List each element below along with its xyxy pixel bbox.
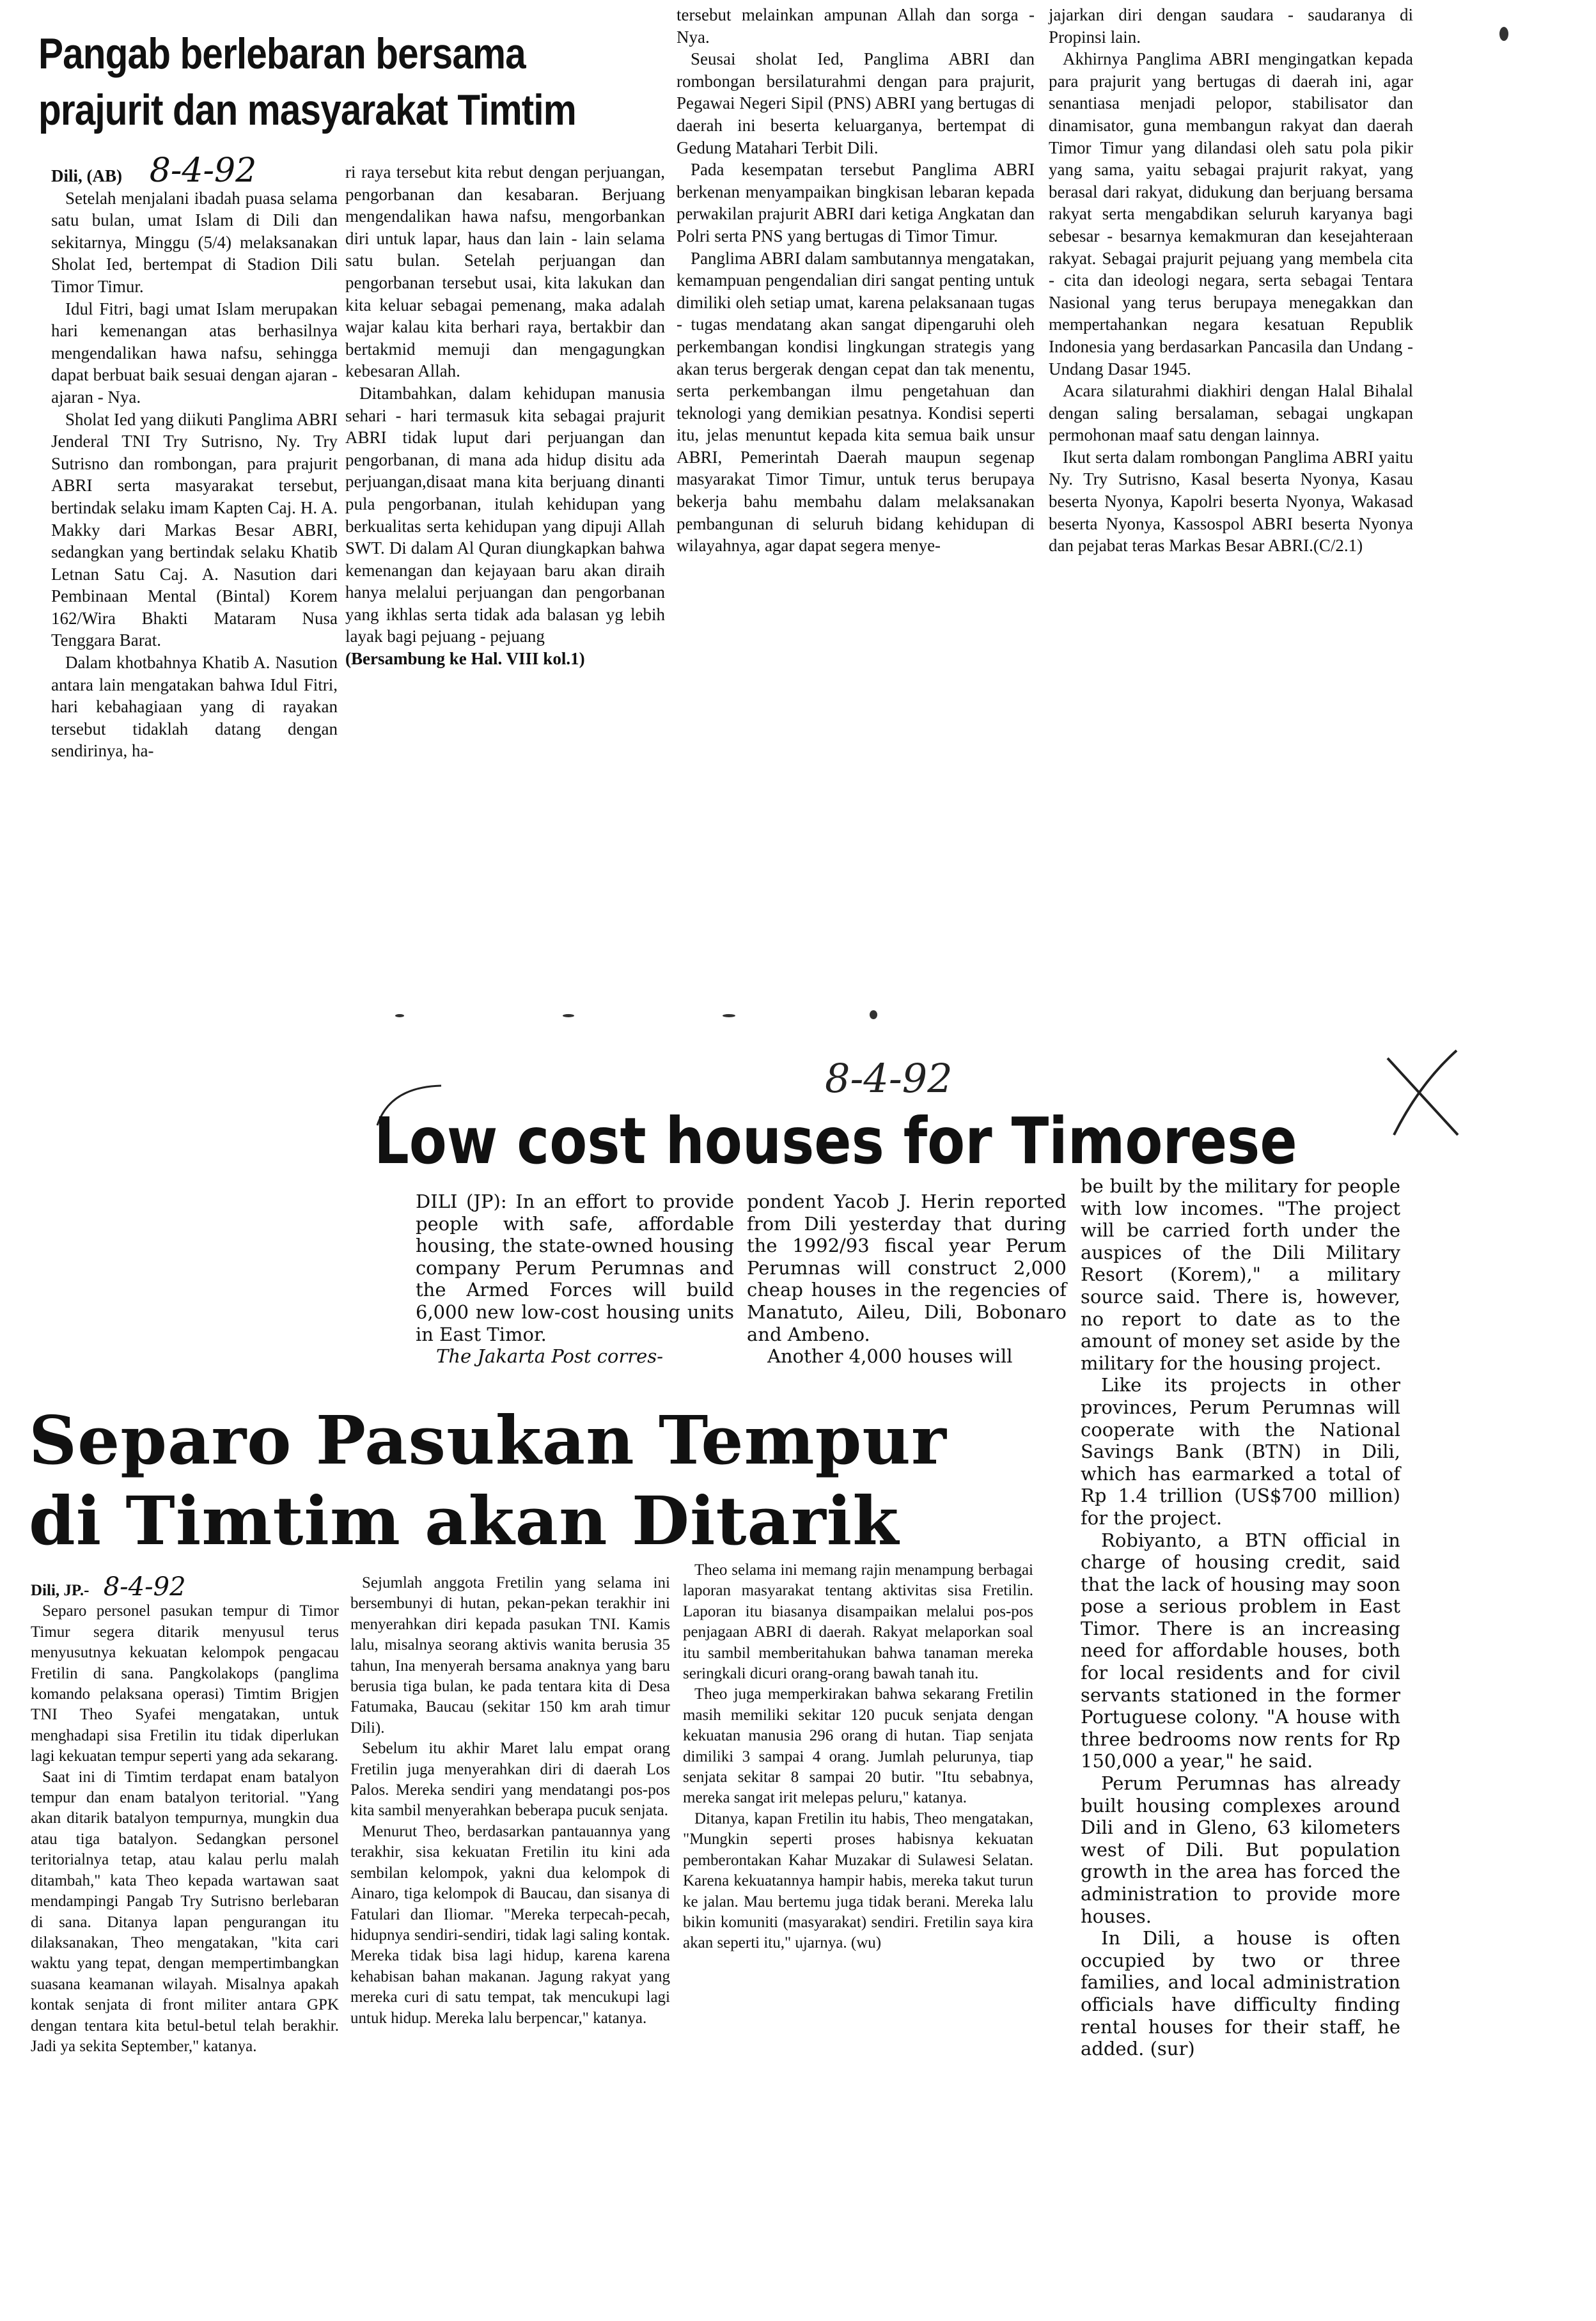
article1-col4-p1: jajarkan diri dengan saudara - saudaranya di Propinsi lain. — [1049, 5, 1413, 47]
article2-headline: Low cost houses for Timorese — [374, 1104, 1297, 1178]
article1-col3-p2: Seusai sholat Ied, Panglima ABRI dan rombongan bersilaturahmi dengan para prajurit, Pegawai Negeri Sipil (PNS) ABRI yang bertugas di daerah ini beserta keluarganya, bertempat di Gedung Matahari Terbit Dili. — [677, 49, 1035, 157]
article2-col2-p2: Another 4,000 houses will — [767, 1345, 1013, 1368]
handwritten-cross-mark-icon — [1375, 1045, 1471, 1141]
article2-col1-p2: The Jakarta Post corres- — [436, 1345, 664, 1368]
article1-col2-p1: ri raya tersebut kita rebut dengan perjuangan, pengorbanan dan kesabaran. Berjuang mengendalikan hawa nafsu, mengorbankan diri untuk lapar, haus dan lain - lain selama satu bulan. Setelah perjuangan dan pengorbanan tersebut usai, kita lakukan dan kita keluar sebagai pemenang, maka adalah wajar kalau kita berhari raya, bertakbir dan bertakmid memuji dan mengagungkan kebesaran Allah. — [345, 162, 665, 381]
article3-headline-line2: di Timtim akan Ditarik — [29, 1481, 900, 1560]
scan-speck — [395, 1014, 404, 1017]
article1-col3-p3: Pada kesempatan tersebut Panglima ABRI berkenan menyampaikan bingkisan lebaran kepada perwakilan prajurit ABRI dari ketiga Angkatan dan Polri serta PNS yang bertugas di Timor Timur. — [677, 160, 1035, 246]
article3-col2-p1: Sejumlah anggota Fretilin yang selama ini bersembunyi di hutan, pekan-pekan terakhir ini menyerahkan diri kepada pasukan TNI. Kamis lalu, misalnya seorang aktivis wanita berusia 35 tahun, Ina menyerah bersama anaknya yang baru berusia tiga bulan, ke pada tentara kita di Desa Fatumaka, Baucau (sekitar 150 km arah timur Dili). — [350, 1574, 670, 1737]
scan-speck — [870, 1010, 877, 1019]
scan-speck — [723, 1014, 735, 1017]
article3-column-1 — [31, 1572, 339, 2057]
article1-dateline: Dili, (AB) — [51, 166, 122, 185]
article1-column-4 — [1049, 4, 1413, 557]
article1-column-3 — [677, 4, 1035, 557]
article2-col3-p3: Robiyanto, a BTN official in charge of housing credit, said that the lack of housing may soon pose a serious problem in East Timor. There is an increasing need for affordable houses, both for local residents and for civil servants stationed in the former Portuguese colony. "A house with three bedrooms now rents for Rp 150,000 a year," he said. — [1081, 1529, 1400, 1772]
article1-col4-p4: Ikut serta dalam rombongan Panglima ABRI yaitu Ny. Try Sutrisno, Kasal beserta Nyonya, Kasau beserta Nyonya, Kapolri beserta Nyonya, Wakasad beserta Nyonya, Kassospol ABRI beserta Nyonya dan pejabat teras Markas Besar ABRI.(C/2.1) — [1049, 447, 1413, 556]
article1-col1-p4: Dalam khotbahnya Khatib A. Nasution antara lain mengatakan bahwa Idul Fitri, hari kebahagiaan yang di rayakan tersebut tidaklah datang dengan sendirinya, ha- — [51, 653, 338, 761]
article1-col4-p2: Akhirnya Panglima ABRI mengingatkan kepada para prajurit yang bertugas di daerah ini, agar senantiasa menjadi pelopor, stabilisator dan dinamisator, guna membangun rakyat dan daerah Timor Timur yang dilandasi oleh satu pola pikir yang sama, yaitu sebagai prajurit rakyat, yang berasal dari rakyat, didukung dan berjuang bersama rakyat serta mengabdikan seluruh karyanya bagi sebesar - besarnya kemakmuran dan kesejahteraan rakyat. Sebagai prajurit pejuang yang membela cita - cita dan ideologi negara, serta sebagai Tentara Nasional yang terus berupaya menegakkan dan mempertahankan negara kesatuan Republik Indonesia yang berdasarkan Pancasila dan Undang - Undang Dasar 1945. — [1049, 49, 1413, 379]
article1-continued-note: (Bersambung ke Hal. VIII kol.1) — [345, 649, 585, 669]
article2-column-2 — [747, 1191, 1067, 1368]
article2-handwritten-date: 8-4-92 — [825, 1055, 953, 1102]
article3-headline — [29, 1400, 1026, 1561]
article2-col2-p1: pondent Yacob J. Herin reported from Dili yesterday that during the 1992/93 fiscal year Perum Perumnas will construct 2,000 cheap houses in the regencies of Manatuto, Aileu, Dili, Bobonaro and Ambeno. — [747, 1191, 1067, 1345]
article3-headline-line1: Separo Pasukan Tempur — [29, 1401, 947, 1480]
article3-col1-p2: Saat ini di Timtim terdapat enam batalyon tempur dan enam batalyon teritorial. "Yang akan ditarik batalyon tempurnya, mungkin dua atau tiga batalyon. Sedangkan personel teritorialnya tetap, atau kalau perlu malah ditambah," kata Theo kepada wartawan saat mendampingi Pangab Try Sutrisno berlebaran di sana. Ditanya lapan pengurangan itu dilaksanakan, Theo mengatakan, "kita cari waktu yang tepat, dengan mempertimbangkan suasana keamanan wilayah. Misalnya apakah kontak senjata di front militer antara GPK dengan tentara kita betul-betul telah berakhir. Jadi ya sekita September," katanya. — [31, 1768, 339, 2055]
article2-col3-p4: Perum Perumnas has already built housing complexes around Dili and in Gleno, 63 kilometers west of Dili. But population growth in the area has forced the administration to provide more houses. — [1081, 1772, 1400, 1927]
article3-dateline: Dili, JP.- — [31, 1582, 90, 1599]
scan-speck — [563, 1014, 574, 1017]
article3-col1-p1: Separo personel pasukan tempur di Timor Timur segera ditarik menyusul terus menyusutnya kekuatan kelompok pengacau Fretilin di sana. Pangkolakops (panglima komando pelaksana operasi) Timtim Brigjen TNI Theo Syafei mengatakan, untuk menghadapi sisa Fretilin itu tidak diperlukan lagi kekuatan tempur seperti yang ada sekarang. — [31, 1602, 339, 1765]
article3-col3-p3: Ditanya, kapan Fretilin itu habis, Theo mengatakan, "Mungkin seperti proses habisnya kekuatan pemberontakan Kahar Muzakar di Sulawesi Selatan. Karena kekuatannya hampir habis, mereka takut turun ke jalan. Mau bertemu juga tidak berani. Mereka lalu bikin komuniti (masyarakat) sendiri. Fretilin saya kira akan seperti itu," ujarnya. (wu) — [683, 1809, 1033, 1952]
article1-col3-p4: Panglima ABRI dalam sambutannya mengatakan, kemampuan pengendalian diri sangat penting untuk dimiliki oleh setiap umat, karena pelaksanaan tugas - tugas mendatang akan sangat dipengaruhi oleh perkembangan kondisi lingkungan strategis yang akan terus bergerak dengan cepat dan tak menentu, serta perkembangan ilmu pengetahuan dan teknologi yang demikian pesatnya. Kondisi seperti itu, jelas menuntut kepada kita semua baik unsur ABRI, Pemerintah Daerah maupun segenap masyarakat Timor Timur, untuk terus berupaya bekerja bahu membahu dalam melaksanakan pembangunan di seluruh bidang kehidupan di wilayahnya, agar dapat segera menye- — [677, 248, 1035, 556]
article3-column-2 — [350, 1573, 670, 2029]
article1-col4-p3: Acara silaturahmi diakhiri dengan Halal Bihalal dengan saling bersalaman, sebagai ungkapan permohonan maaf satu dengan lainnya. — [1049, 381, 1413, 445]
article1-col1-p1: Setelah menjalani ibadah puasa selama satu bulan, umat Islam di Dili dan sekitarnya, Minggu (5/4) melaksanakan Sholat Ied, bertempat di Stadion Dili Timor Timur. — [51, 188, 338, 296]
article1-col1-p2: Idul Fitri, bagi umat Islam merupakan hari kemenangan atas berhasilnya mengendalikan hawa nafsu, sehingga dapat berbuat baik sesuai dengan ajaran - ajaran - Nya. — [51, 299, 338, 407]
article3-col2-p2: Sebelum itu akhir Maret lalu empat orang Fretilin juga menyerahkan diri di daerah Los Palos. Mereka sendiri yang mendatangi pos-pos kita sambil menyerahkan beberapa pucuk senjata. — [350, 1740, 670, 1820]
article2-column-1 — [416, 1191, 734, 1368]
article1-col1-p3: Sholat Ied yang diikuti Panglima ABRI Jenderal TNI Try Sutrisno, Ny. Try Sutrisno dan rombongan, para prajurit ABRI serta masyarakat tersebut, bertindak selaku imam Kapten Caj. H. A. Makky dari Markas Besar ABRI, sedangkan yang bertindak selaku Khatib Letnan Satu Caj. A. Nasution dari Pembinaan Mental (Bintal) Korem 162/Wira Bhakti Mataram Nusa Tenggara Barat. — [51, 409, 338, 650]
article1-handwritten-date: 8-4-92 — [149, 152, 257, 190]
article2-col3-p1: be built by the military for people with low incomes. "The project will be carried forth under the auspices of the Dili Military Resort (Korem)," a military source said. There is, however, no report to date as to the amount of money set aside by the military for the housing project. — [1081, 1175, 1400, 1374]
article2-column-3 — [1081, 1175, 1400, 2060]
article2-col1-p1: DILI (JP): In an effort to provide people with safe, affordable housing, the state-owned housing company Perum Perumnas and the Armed Forces will build 6,000 new low-cost housing units in East Timor. — [416, 1191, 734, 1345]
article3-column-3 — [683, 1560, 1033, 1954]
article1-col3-p1: tersebut melainkan ampunan Allah dan sorga - Nya. — [677, 5, 1035, 47]
article1-headline — [38, 26, 576, 138]
article1-headline-line1: Pangab berlebaran bersama — [38, 29, 526, 78]
article1-column-2 — [345, 161, 665, 670]
article3-col3-p2: Theo juga memperkirakan bahwa sekarang Fretilin masih memiliki sekitar 120 pucuk senjata dengan kekuatan manusia 296 orang di hutan. Tiap senjata dimiliki 3 sampai 4 orang. Jumlah pelurunya, tiap senjata sekitar 8 sampai 20 butir. "Itu sebabnya, mereka sangat irit melepas peluru," katanya. — [683, 1685, 1033, 1807]
article1-column-1 — [51, 152, 338, 762]
article1-headline-line2: prajurit dan masyarakat Timtim — [38, 86, 576, 134]
article3-col3-p1: Theo selama ini memang rajin menampung berbagai laporan masyarakat tentang aktivitas sisa Fretilin. Laporan itu biasanya disampaikan melalui pos-pos penjagaan ABRI di daerah. Rakyat melaporkan soal itu sambil memberitahukan bahwa tanaman mereka seringkali dicuri orang-orang bawah tanah itu. — [683, 1561, 1033, 1683]
article2-col3-p5: In Dili, a house is often occupied by two or three families, and local administration officials have difficulty finding rental houses for their staff, he added. (sur) — [1081, 1927, 1400, 2060]
scan-speck — [1499, 27, 1508, 41]
article3-handwritten-date: 8-4-92 — [103, 1572, 186, 1602]
article3-col2-p3: Menurut Theo, berdasarkan pantauannya yang terakhir, sisa kekuatan Fretilin itu kini ada sembilan kelompok, yakni dua kelompok di Ainaro, tiga kelompok di Baucau, dan sisanya di Fatulari dan Iliomar. "Mereka terpecah-pecah, hidupnya sendiri-sendiri, tidak lagi saling kontak. Mereka tidak bisa lagi hidup, karena karena kehabisan bahan makanan. Jagung rakyat yang mereka curi di satu tempat, tak mencukupi lagi untuk hidup. Mereka lalu berpencar," katanya. — [350, 1822, 670, 2027]
article1-col2-p2: Ditambahkan, dalam kehidupan manusia sehari - hari termasuk kita sebagai prajurit ABRI tidak luput dari perjuangan dan pengorbanan, di mana ada hidup disitu ada perjuangan,disaat mana kita berjuang dinanti pula pengorbanan, itulah kehidupan yang berkualitas serta kehidupan yang dipuji Allah SWT. Di dalam Al Quran diungkapkan bahwa kemenangan dan kejayaan baru akan diraih hanya melalui perjuangan dan pengorbanan yang ikhlas serta tidak ada balasan yg lebih layak bagi pejuang - pejuang — [345, 383, 665, 646]
article2-col3-p2: Like its projects in other provinces, Perum Perumnas will cooperate with the National Savings Bank (BTN) in Dili, which has earmarked a total of Rp 1.4 trillion (US$700 million) for the project. — [1081, 1374, 1400, 1529]
